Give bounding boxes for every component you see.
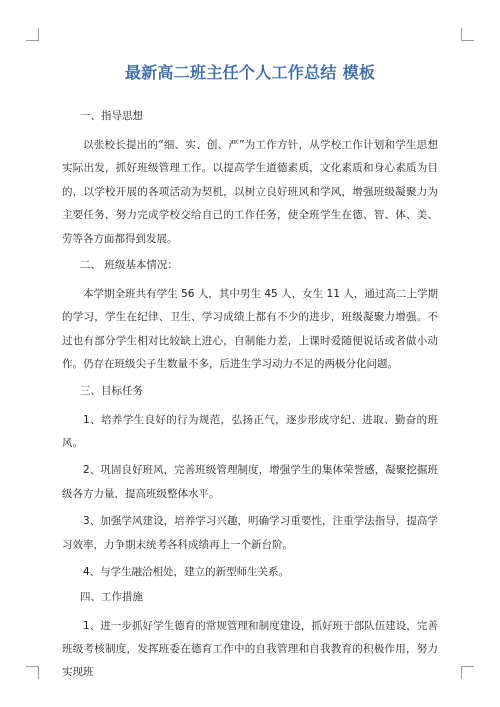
paragraph: 本学期全班共有学生 56 人，其中男生 45 人，女生 11 人，通过高二上学期的学习，学生在纪律、卫生、学习成绩上都有不少的进步，班级凝聚力增强。不过也有部分学生相对比较缺上进心，自制能力差，上课时爱随便说话或者做小动作。仍存在班级尖子生数量不多，后进生学习动力不足的两极分化问题。 (62, 288, 438, 371)
section-heading-goals: 三、目标任务 (80, 384, 143, 397)
document-page (62, 62, 438, 691)
section-heading-measures: 四、工作措施 (80, 590, 143, 603)
section-heading-class-situation: 二、 班级基本情况： (80, 259, 178, 272)
paragraph: 4、与学生融洽相处，建立的新型师生关系。 (83, 566, 290, 579)
paragraph: 以张校长提出的“细、实、创、严”为工作方针，从学校工作计划和学生思想实际出发，抓好班级管理工作。以提高学生道德素质，文化素质和身心素质为目的，以学校开展的各项活动为契机，以树立良好班风和学风，增强班级凝聚力为主要任务，努力完成学校交给自己的工作任务，使全班学生在德、智、体、美、劳等各方面都得到发展。 (62, 139, 438, 245)
paragraph: 1、培养学生良好的行为规范，弘扬正气，逐步形成守纪、进取、勤奋的班风。 (62, 413, 438, 450)
crop-mark-top-right (461, 28, 474, 41)
crop-mark-bottom-right (461, 666, 474, 679)
paragraph: 2、巩固良好班风，完善班级管理制度，增强学生的集体荣誉感，凝聚挖掘班级各方力量，提高班级整体水平。 (62, 464, 438, 500)
section-heading-guiding-ideology: 一、指导思想 (80, 110, 143, 122)
paragraph: 3、加强学风建设，培养学习兴趣，明确学习重要性，注重学法指导，提高学习效率，力争期末统考各科成绩再上一个新台阶。 (62, 515, 438, 551)
crop-mark-bottom-left (26, 666, 39, 679)
crop-mark-top-left (26, 28, 39, 41)
paragraph: 1、进一步抓好学生德育的常规管理和制度建设，抓好班干部队伍建设，完善班级考核制度，发挥班委在德育工作中的自我管理和自我教育的积极作用，努力实现班 (62, 619, 438, 679)
document-title: 最新高二班主任个人工作总结 模板 (124, 63, 376, 82)
